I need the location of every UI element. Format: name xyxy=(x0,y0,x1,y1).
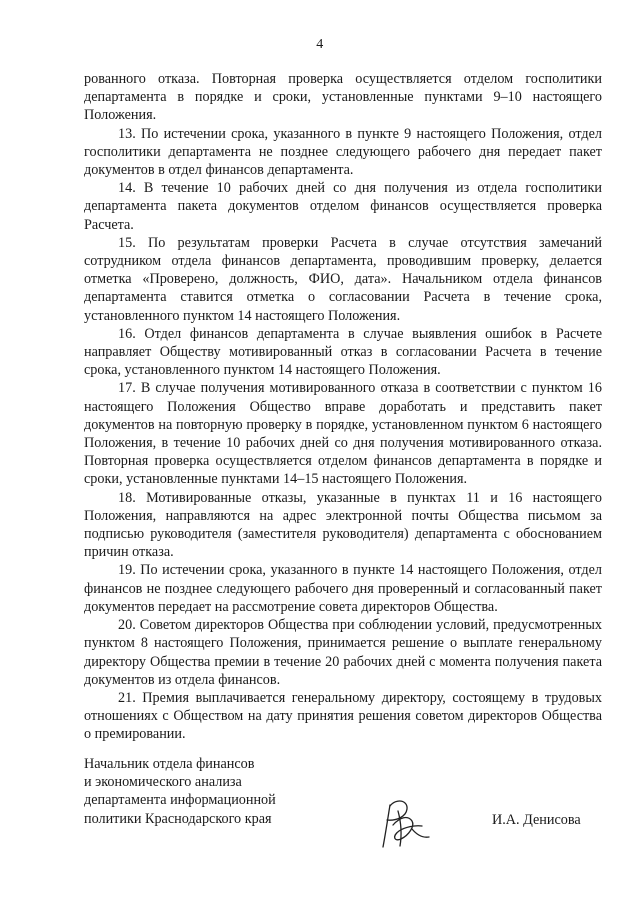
signer-name: И.А. Денисова xyxy=(492,812,581,828)
paragraph-16: 16. Отдел финансов департамента в случае выявления ошибок в Расчете направляет Обществу мотивированный отказ в согласовании Расчета в течение срока, установленного пунктом 14 настоящего Положения. xyxy=(84,325,602,379)
handwritten-signature xyxy=(374,795,434,853)
paragraph-21: 21. Премия выплачивается генеральному директору, состоящему в трудовых отношениях с Обществом на дату принятия решения советом директоров Общества о премировании. xyxy=(84,689,602,743)
paragraph-continuation: рованного отказа. Повторная проверка осуществляется отделом госполитики департамента в порядке и сроки, установленные пунктами 9–10 настоящего Положения. xyxy=(84,71,602,124)
paragraph-15: 15. По результатам проверки Расчета в случае отсутствия замечаний сотрудником отдела финансов департамента, проводившим проверку, делается отметка «Проверено, должность, ФИО, дата». Начальником отдела финансов департамента ставится отметка о согласовании Расчета в течение срока, установленного пунктом 14 настоящего Положения. xyxy=(84,234,602,324)
document-body xyxy=(84,70,602,744)
signer-title-line: Начальник отдела финансов xyxy=(84,756,255,772)
signer-title xyxy=(84,755,324,828)
paragraph-20: 20. Советом директоров Общества при соблюдении условий, предусмотренных пунктом 8 настоящего Положения, принимается решение о выплате генеральному директору Общества премии в течение 20 рабочих дней с момента получения пакета документов из отдела финансов. xyxy=(84,617,602,688)
paragraph-13: 13. По истечении срока, указанного в пункте 9 настоящего Положения, отдел госполитики департамента не позднее следующего рабочего дня передает пакет документов в отдел финансов департамента. xyxy=(84,125,602,179)
paragraph-17: 17. В случае получения мотивированного отказа в соответствии с пунктом 16 настоящего Положения Общество вправе доработать и представить пакет документов на повторную проверку в порядке, установленном пунктом 6 настоящего Положения, в течение 10 рабочих дней со дня получения мотивированного отказа. Повторная проверка осуществляется отделом финансов департамента в порядке и сроки, установленные пунктами 14–15 настоящего Положения. xyxy=(84,380,602,488)
paragraph-19: 19. По истечении срока, указанного в пункте 14 настоящего Положения, отдел финансов не позднее следующего рабочего дня проверенный и согласованный пакет документов передает на рассмотрение совета директоров Общества. xyxy=(84,562,602,615)
signer-title-line: политики Краснодарского края xyxy=(84,810,272,827)
signer-title-line: департамента информационной xyxy=(84,792,276,809)
paragraph-14: 14. В течение 10 рабочих дней со дня получения из отдела госполитики департамента пакета документов отделом финансов осуществляется проверка Расчета. xyxy=(84,180,602,233)
signer-title-line: и экономического анализа xyxy=(84,774,242,791)
signature-block xyxy=(84,755,604,855)
paragraph-18: 18. Мотивированные отказы, указанные в пунктах 11 и 16 настоящего Положения, направляются на адрес электронной почты Общества письмом за подписью руководителя (заместителя руководителя) департамента с обоснованием причин отказа. xyxy=(84,489,602,561)
page-number: 4 xyxy=(316,37,324,52)
